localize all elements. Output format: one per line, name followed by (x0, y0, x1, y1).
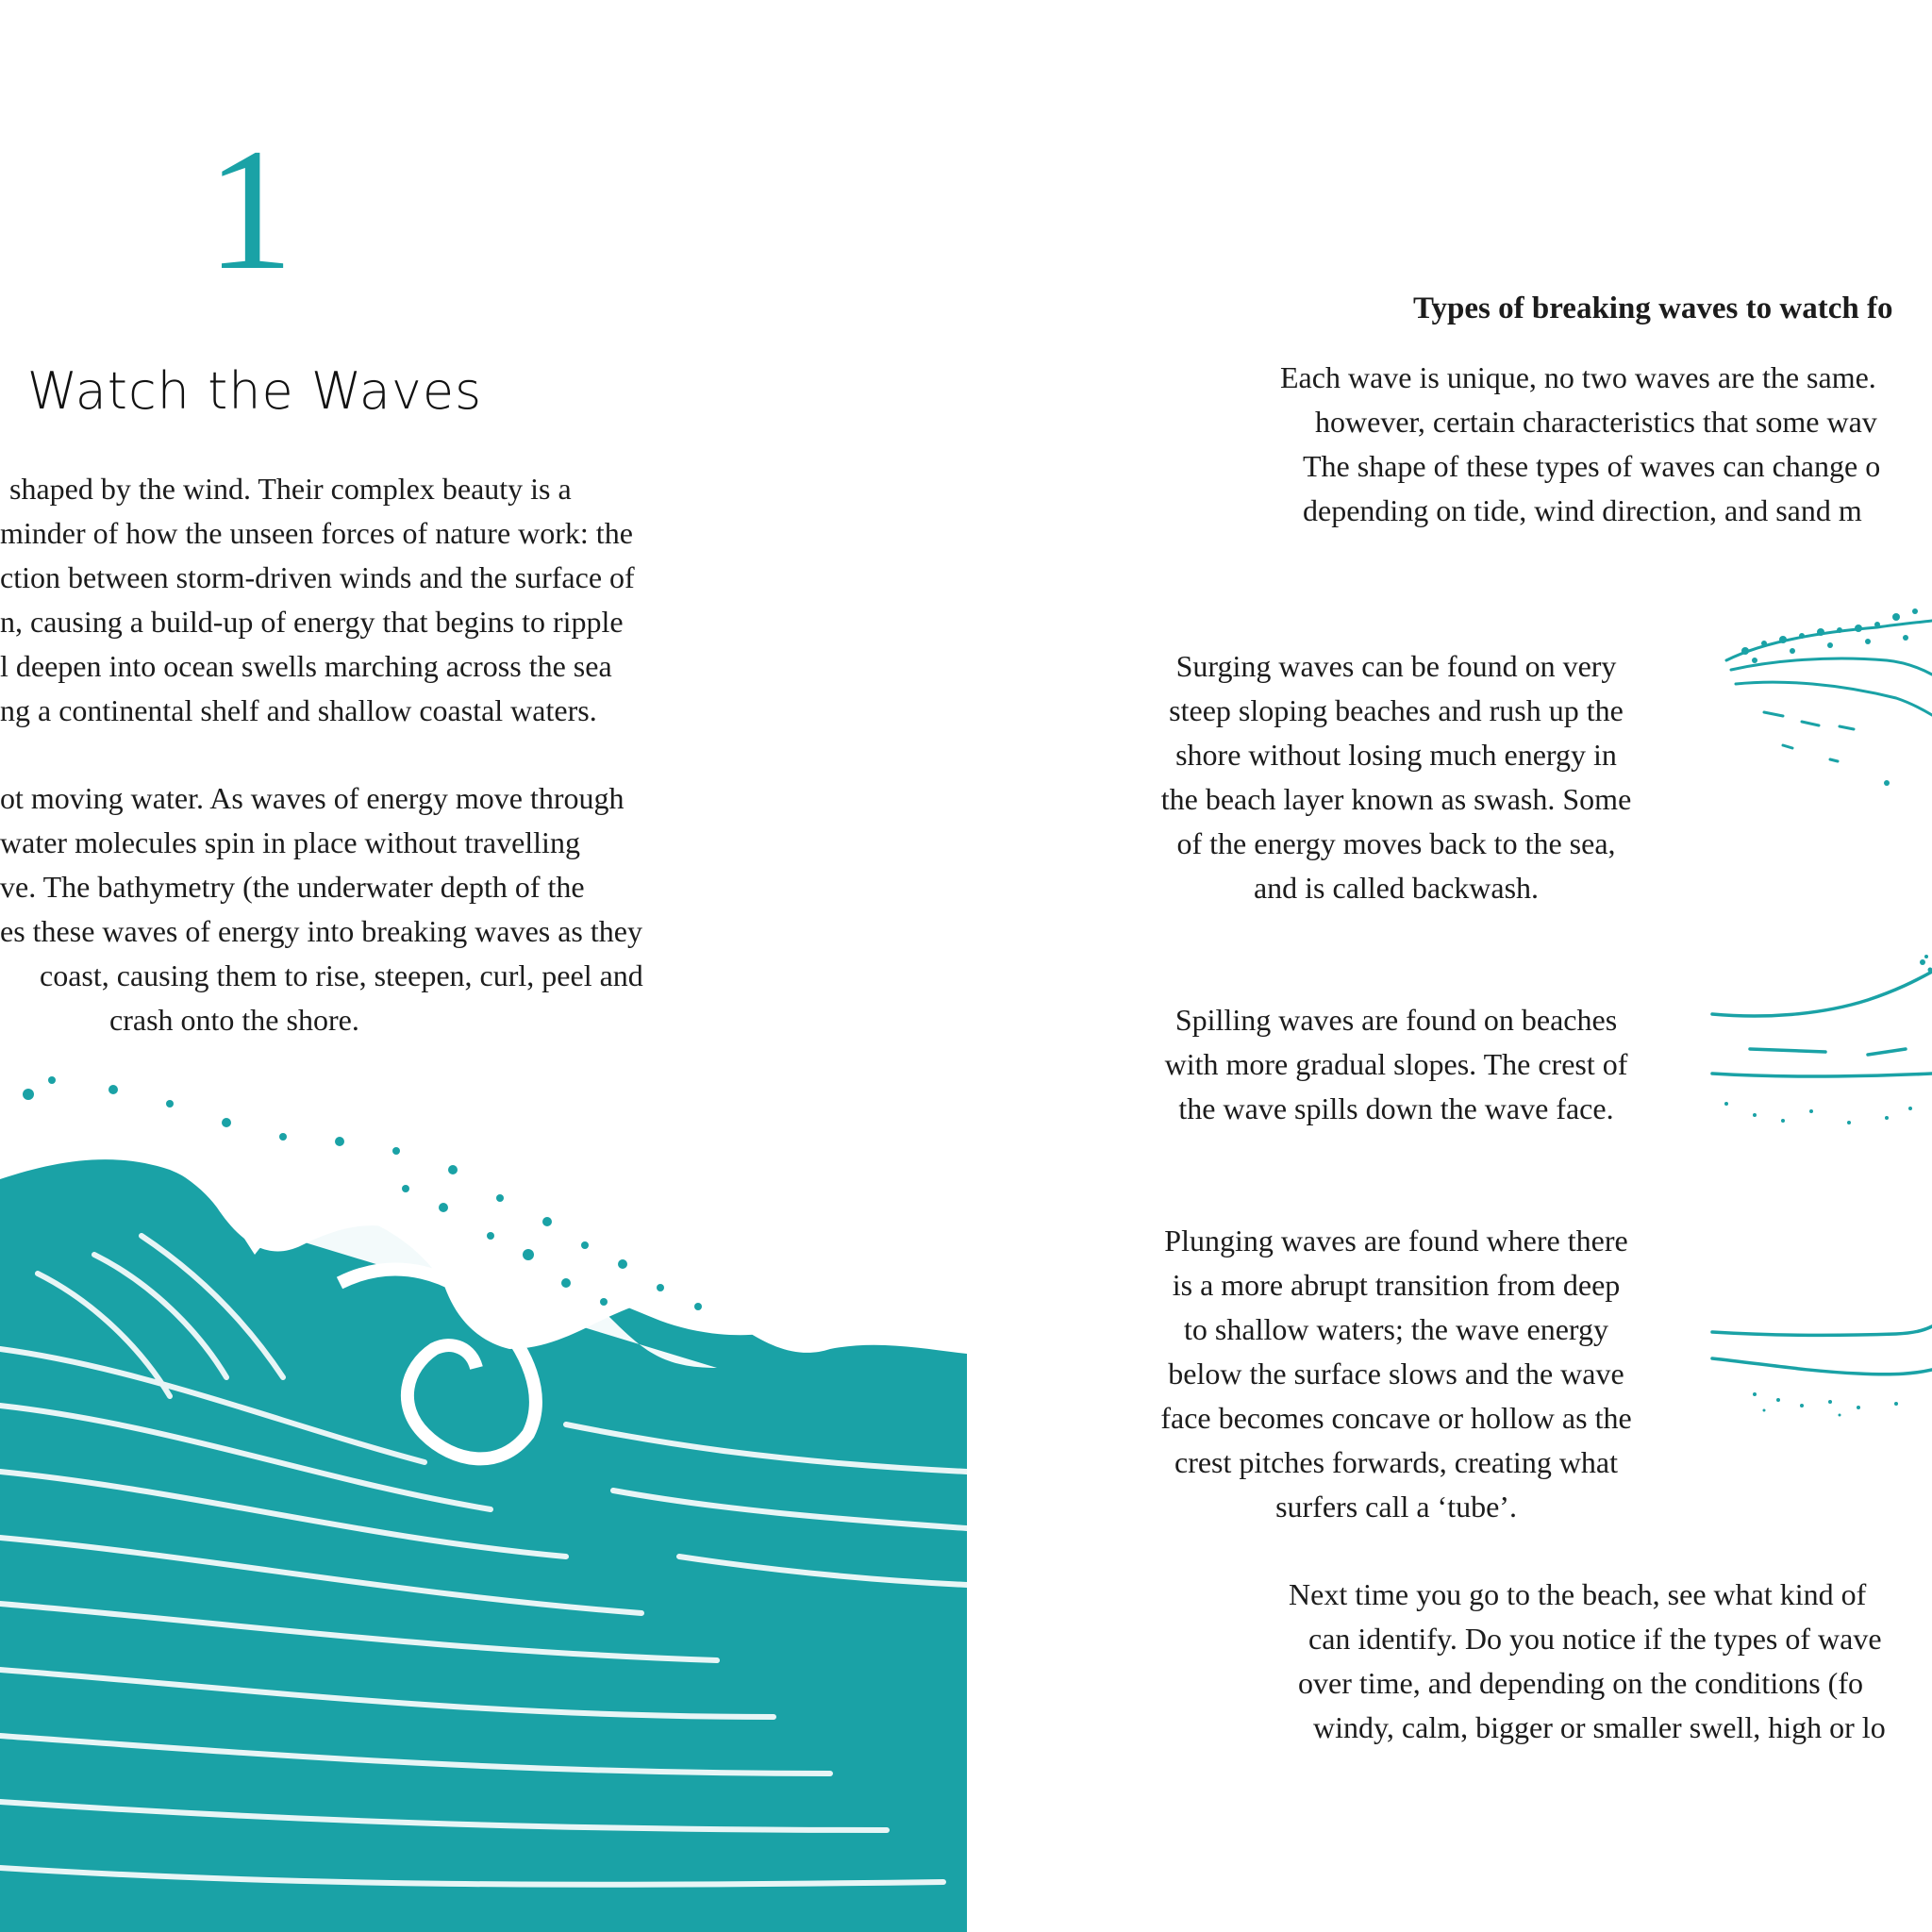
section-heading: Types of breaking waves to watch fo (1413, 291, 1893, 325)
chapter-number: 1 (206, 113, 294, 307)
intro-line: minder of how the unseen forces of nature work: the (0, 516, 633, 550)
paragraph-line: ve. The bathymetry (the underwater depth of the (0, 870, 585, 904)
surging-line: the beach layer known as swash. Some (1160, 782, 1632, 816)
plunging-line: to shallow waters; the wave energy (1184, 1312, 1608, 1346)
paragraph-line: coast, causing them to rise, steepen, curl, peel and (40, 958, 643, 992)
plunging-line: below the surface slows and the wave (1168, 1357, 1624, 1391)
spilling-line: Spilling waves are found on beaches (1174, 1003, 1618, 1037)
surging-line: and is called backwash. (1253, 871, 1540, 905)
plunging-waves-description (1113, 1219, 1679, 1529)
surging-waves-description (1113, 644, 1679, 910)
intro-line: shaped by the wind. Their complex beauty is a (9, 472, 572, 506)
intro-line: ng a continental shelf and shallow coastal waters. (0, 693, 597, 727)
plunging-wave-illustration (1707, 1292, 1932, 1434)
spilling-line: with more gradual slopes. The crest of (1164, 1047, 1628, 1081)
types-intro-line: however, certain characteristics that some wav (1315, 405, 1877, 439)
plunging-line: surfers call a ‘tube’. (1275, 1490, 1517, 1524)
surging-wave-illustration (1707, 604, 1932, 811)
closing-paragraph (1283, 1573, 1932, 1750)
closing-line: over time, and depending on the conditions (fo (1298, 1666, 1863, 1700)
intro-line: l deepen into ocean swells marching across the sea (0, 649, 612, 683)
plunging-line: crest pitches forwards, creating what (1174, 1445, 1619, 1479)
surging-line: shore without losing much energy in (1175, 738, 1617, 772)
intro-line: ction between storm-driven winds and the surface of (0, 560, 635, 594)
chapter-title: Watch the Waves (26, 361, 483, 421)
intro-line: n, causing a build-up of energy that begins to ripple (0, 605, 624, 639)
wave-illustration (0, 1066, 967, 1932)
spilling-line: the wave spills down the wave face. (1178, 1091, 1614, 1125)
types-intro-line: Each wave is unique, no two waves are the same. (1280, 360, 1876, 394)
types-intro-line: The shape of these types of waves can change o (1303, 449, 1881, 483)
plunging-line: face becomes concave or hollow as the (1160, 1401, 1632, 1435)
paragraph-line: water molecules spin in place without travelling (0, 825, 580, 859)
spilling-wave-illustration (1707, 953, 1932, 1141)
types-intro-paragraph (1236, 356, 1932, 533)
closing-line: can identify. Do you notice if the types of wave (1308, 1622, 1882, 1656)
closing-line: Next time you go to the beach, see what kind of (1289, 1577, 1867, 1611)
spilling-waves-description (1113, 998, 1679, 1131)
surging-line: of the energy moves back to the sea, (1176, 826, 1616, 860)
surging-line: steep sloping beaches and rush up the (1169, 693, 1624, 727)
surging-line: Surging waves can be found on very (1175, 649, 1617, 683)
closing-line: windy, calm, bigger or smaller swell, high or lo (1313, 1710, 1886, 1744)
plunging-line: is a more abrupt transition from deep (1172, 1268, 1621, 1302)
paragraph-line: crash onto the shore. (109, 1003, 359, 1037)
paragraph-line: es these waves of energy into breaking waves as they (0, 914, 642, 948)
plunging-line: Plunging waves are found where there (1164, 1224, 1628, 1257)
types-intro-line: depending on tide, wind direction, and sand m (1303, 493, 1862, 527)
paragraph-line: ot moving water. As waves of energy move through (0, 781, 625, 815)
